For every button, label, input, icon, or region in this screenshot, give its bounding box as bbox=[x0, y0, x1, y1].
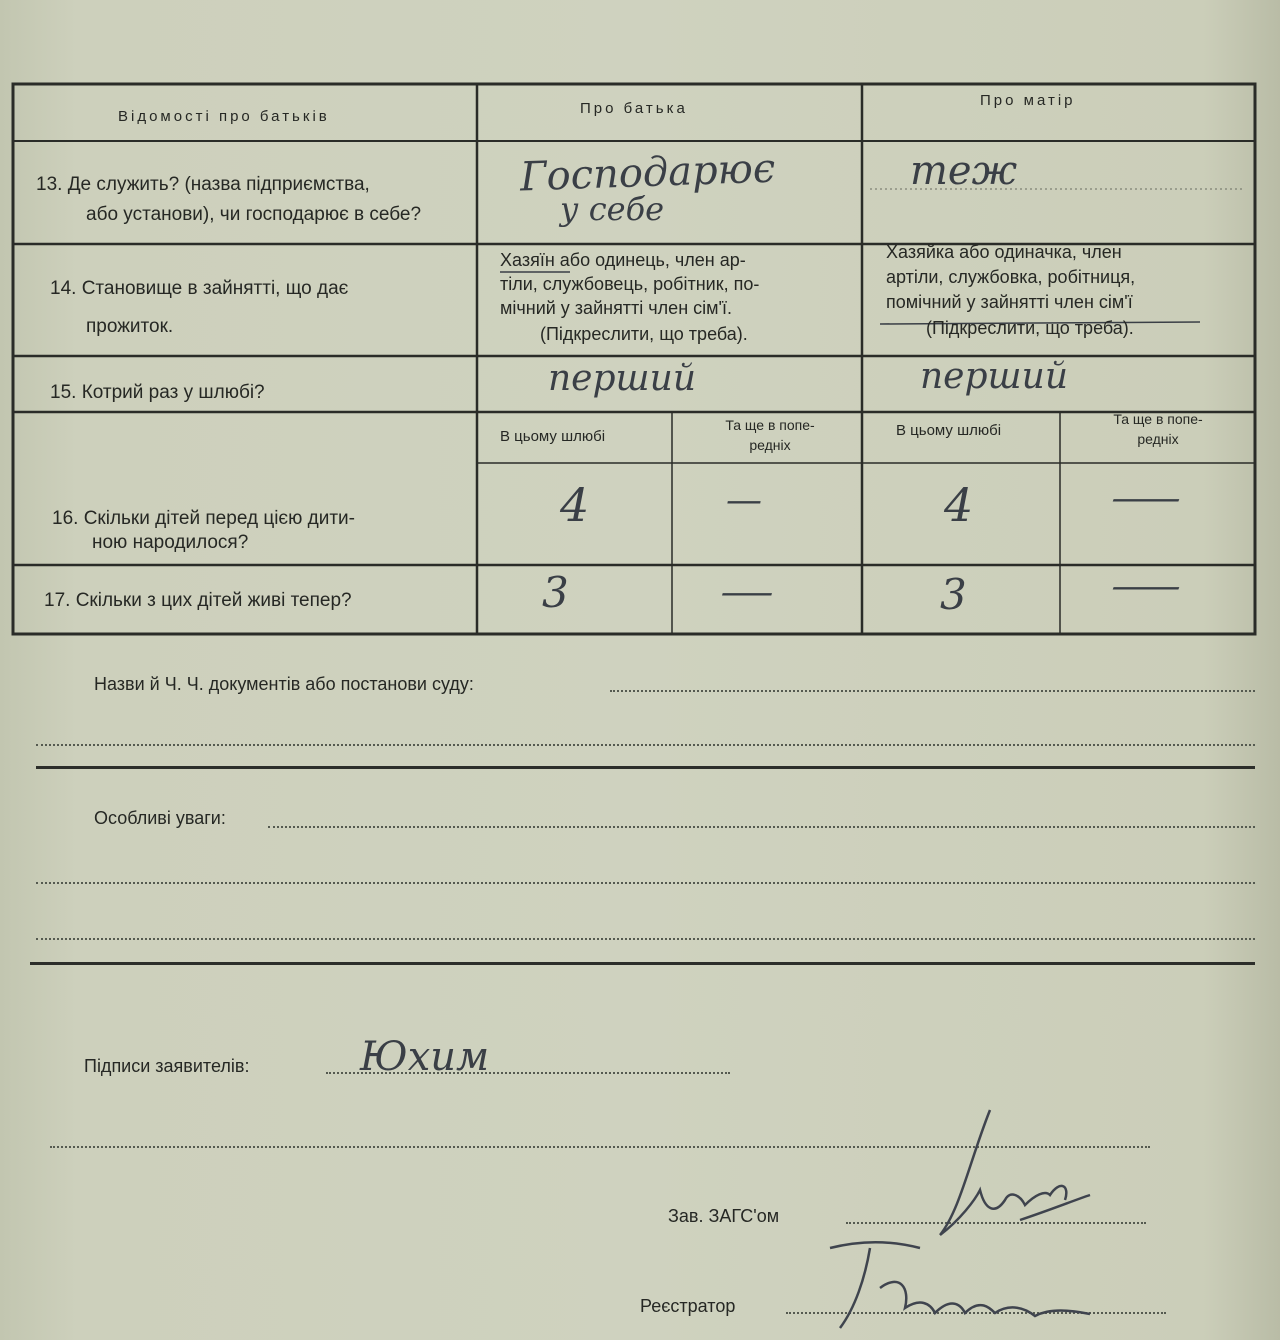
row13-label-line1: 13. Де служить? (назва підприємства, bbox=[36, 174, 370, 195]
row16-father-prev-value: — bbox=[726, 480, 762, 521]
header-about-father: Про батька bbox=[580, 100, 688, 117]
registrar-signature bbox=[810, 1228, 1110, 1338]
subheader-mother-previous-1: Та ще в попе- bbox=[1113, 411, 1203, 427]
row17-label: 17. Скільки з цих дітей живі тепер? bbox=[44, 590, 352, 611]
header-about-mother: Про матір bbox=[980, 92, 1076, 109]
documents-line-1 bbox=[610, 690, 1255, 692]
applicants-label: Підписи заявителів: bbox=[84, 1056, 250, 1076]
row13-father-handwritten-1: Господарює bbox=[519, 145, 776, 201]
head-registry-label: Зав. ЗАГС'ом bbox=[668, 1206, 780, 1226]
row13-mother-handwritten: теж bbox=[910, 148, 1018, 194]
documents-line-2 bbox=[36, 744, 1255, 746]
section-divider-2 bbox=[30, 962, 1255, 965]
row15-father-handwritten: перший bbox=[548, 358, 697, 399]
subheader-mother-previous-2: редніх bbox=[1137, 431, 1179, 447]
header-parents-info: Відомості про батьків bbox=[118, 108, 330, 125]
row13-father-handwritten-2: у себе bbox=[560, 190, 665, 228]
documents-label: Назви й Ч. Ч. документів або постанови суду: bbox=[94, 674, 474, 694]
row14-mother-line1: Хазяйка або одиначка, член bbox=[886, 242, 1122, 262]
row17-mother-prev-value: — bbox=[1110, 566, 1182, 607]
row14-mother-line4: (Підкреслити, що треба). bbox=[926, 318, 1134, 338]
remarks-line-3 bbox=[36, 938, 1255, 940]
row15-mother-handwritten: перший bbox=[920, 356, 1069, 397]
remarks-line-1 bbox=[268, 826, 1255, 828]
applicants-signature: Юхим bbox=[360, 1034, 490, 1080]
section-divider-1 bbox=[36, 766, 1255, 769]
row17-father-this-value: 3 bbox=[542, 568, 569, 617]
subheader-mother-this-marriage: В цьому шлюбі bbox=[896, 422, 1002, 439]
row14-father-line1: Хазяїн або одинець, член ар- bbox=[500, 250, 746, 270]
row14-father-line2: тіли, службовець, робітник, по- bbox=[500, 274, 760, 294]
row16-mother-prev-value: — bbox=[1110, 478, 1182, 519]
row14-father-line3: мічний у зайнятті член сім'ї. bbox=[500, 298, 732, 318]
row16-mother-this-value: 4 bbox=[944, 478, 974, 532]
remarks-line-2 bbox=[36, 882, 1255, 884]
row17-mother-this-value: 3 bbox=[940, 570, 967, 619]
subheader-father-previous-1: Та ще в попе- bbox=[725, 417, 815, 433]
subheader-father-previous-2: редніх bbox=[749, 437, 791, 453]
row14-mother-line2: артіли, службовка, робітниця, bbox=[886, 267, 1136, 287]
row14-father-line4: (Підкреслити, що треба). bbox=[540, 324, 748, 344]
row16-label-line2: ною народилося? bbox=[92, 532, 249, 553]
row14-label-line2: прожиток. bbox=[86, 316, 174, 337]
registrar-label: Реєстратор bbox=[640, 1296, 736, 1316]
row15-label: 15. Котрий раз у шлюбі? bbox=[50, 382, 265, 403]
row17-father-prev-value: — bbox=[720, 572, 774, 613]
row14-label-line1: 14. Становище в зайнятті, що дає bbox=[50, 278, 349, 299]
remarks-label: Особливі уваги: bbox=[94, 808, 226, 828]
row16-father-this-value: 4 bbox=[560, 478, 590, 532]
row16-label-line1: 16. Скільки дітей перед цією дити- bbox=[52, 508, 355, 529]
subheader-father-this-marriage: В цьому шлюбі bbox=[500, 428, 606, 445]
row13-label-line2: або установи), чи господарює в себе? bbox=[86, 204, 422, 225]
row14-mother-line3: помічний у зайнятті член сім'ї bbox=[886, 292, 1133, 312]
